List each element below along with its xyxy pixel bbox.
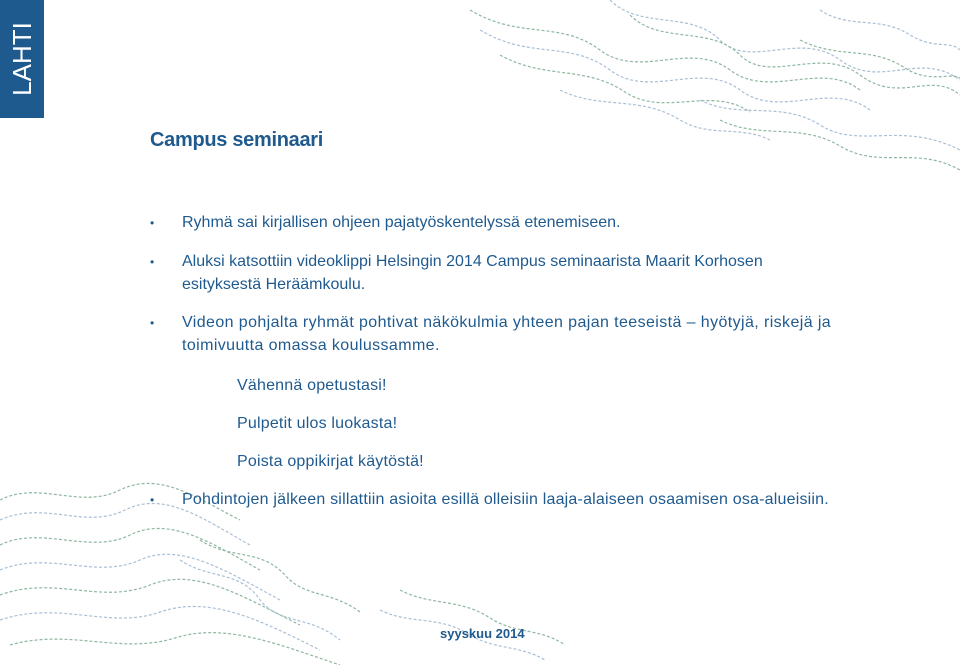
- sub-item: Vähennä opetustasi!: [237, 377, 387, 394]
- slide-title: Campus seminaari: [150, 129, 324, 151]
- svg-text:LAHTI: LAHTI: [7, 22, 37, 96]
- bullet-text: Ryhmä sai kirjallisen ohjeen pajatyöskentelyssä etenemiseen.: [182, 214, 621, 231]
- sub-item: Pulpetit ulos luokasta!: [237, 415, 398, 432]
- bullet-text: Pohdintojen jälkeen sillattiin asioita esillä olleisiin laaja-alaiseen osaamisen osa-alueisiin.: [182, 491, 829, 508]
- bullet-dot: •: [150, 316, 155, 330]
- lahti-logo-mark: [7, 11, 37, 107]
- sub-item: Poista oppikirjat käytöstä!: [237, 453, 424, 470]
- bullet-text: Aluksi katsottiin videoklippi Helsingin 2014 Campus seminaarista Maarit Korhosen esityksestä Heräämkoulu.: [182, 253, 763, 293]
- bullet-dot: •: [150, 493, 155, 507]
- lahti-logo: [0, 0, 44, 118]
- footer-date: syyskuu 2014: [440, 626, 525, 641]
- bullet-dot: •: [150, 216, 155, 230]
- bullet-dot: •: [150, 255, 155, 269]
- bullet-text: Videon pohjalta ryhmät pohtivat näkökulmia yhteen pajan teeseistä – hyötyjä, riskejä ja toimivuutta omassa koulussamme.: [182, 314, 832, 354]
